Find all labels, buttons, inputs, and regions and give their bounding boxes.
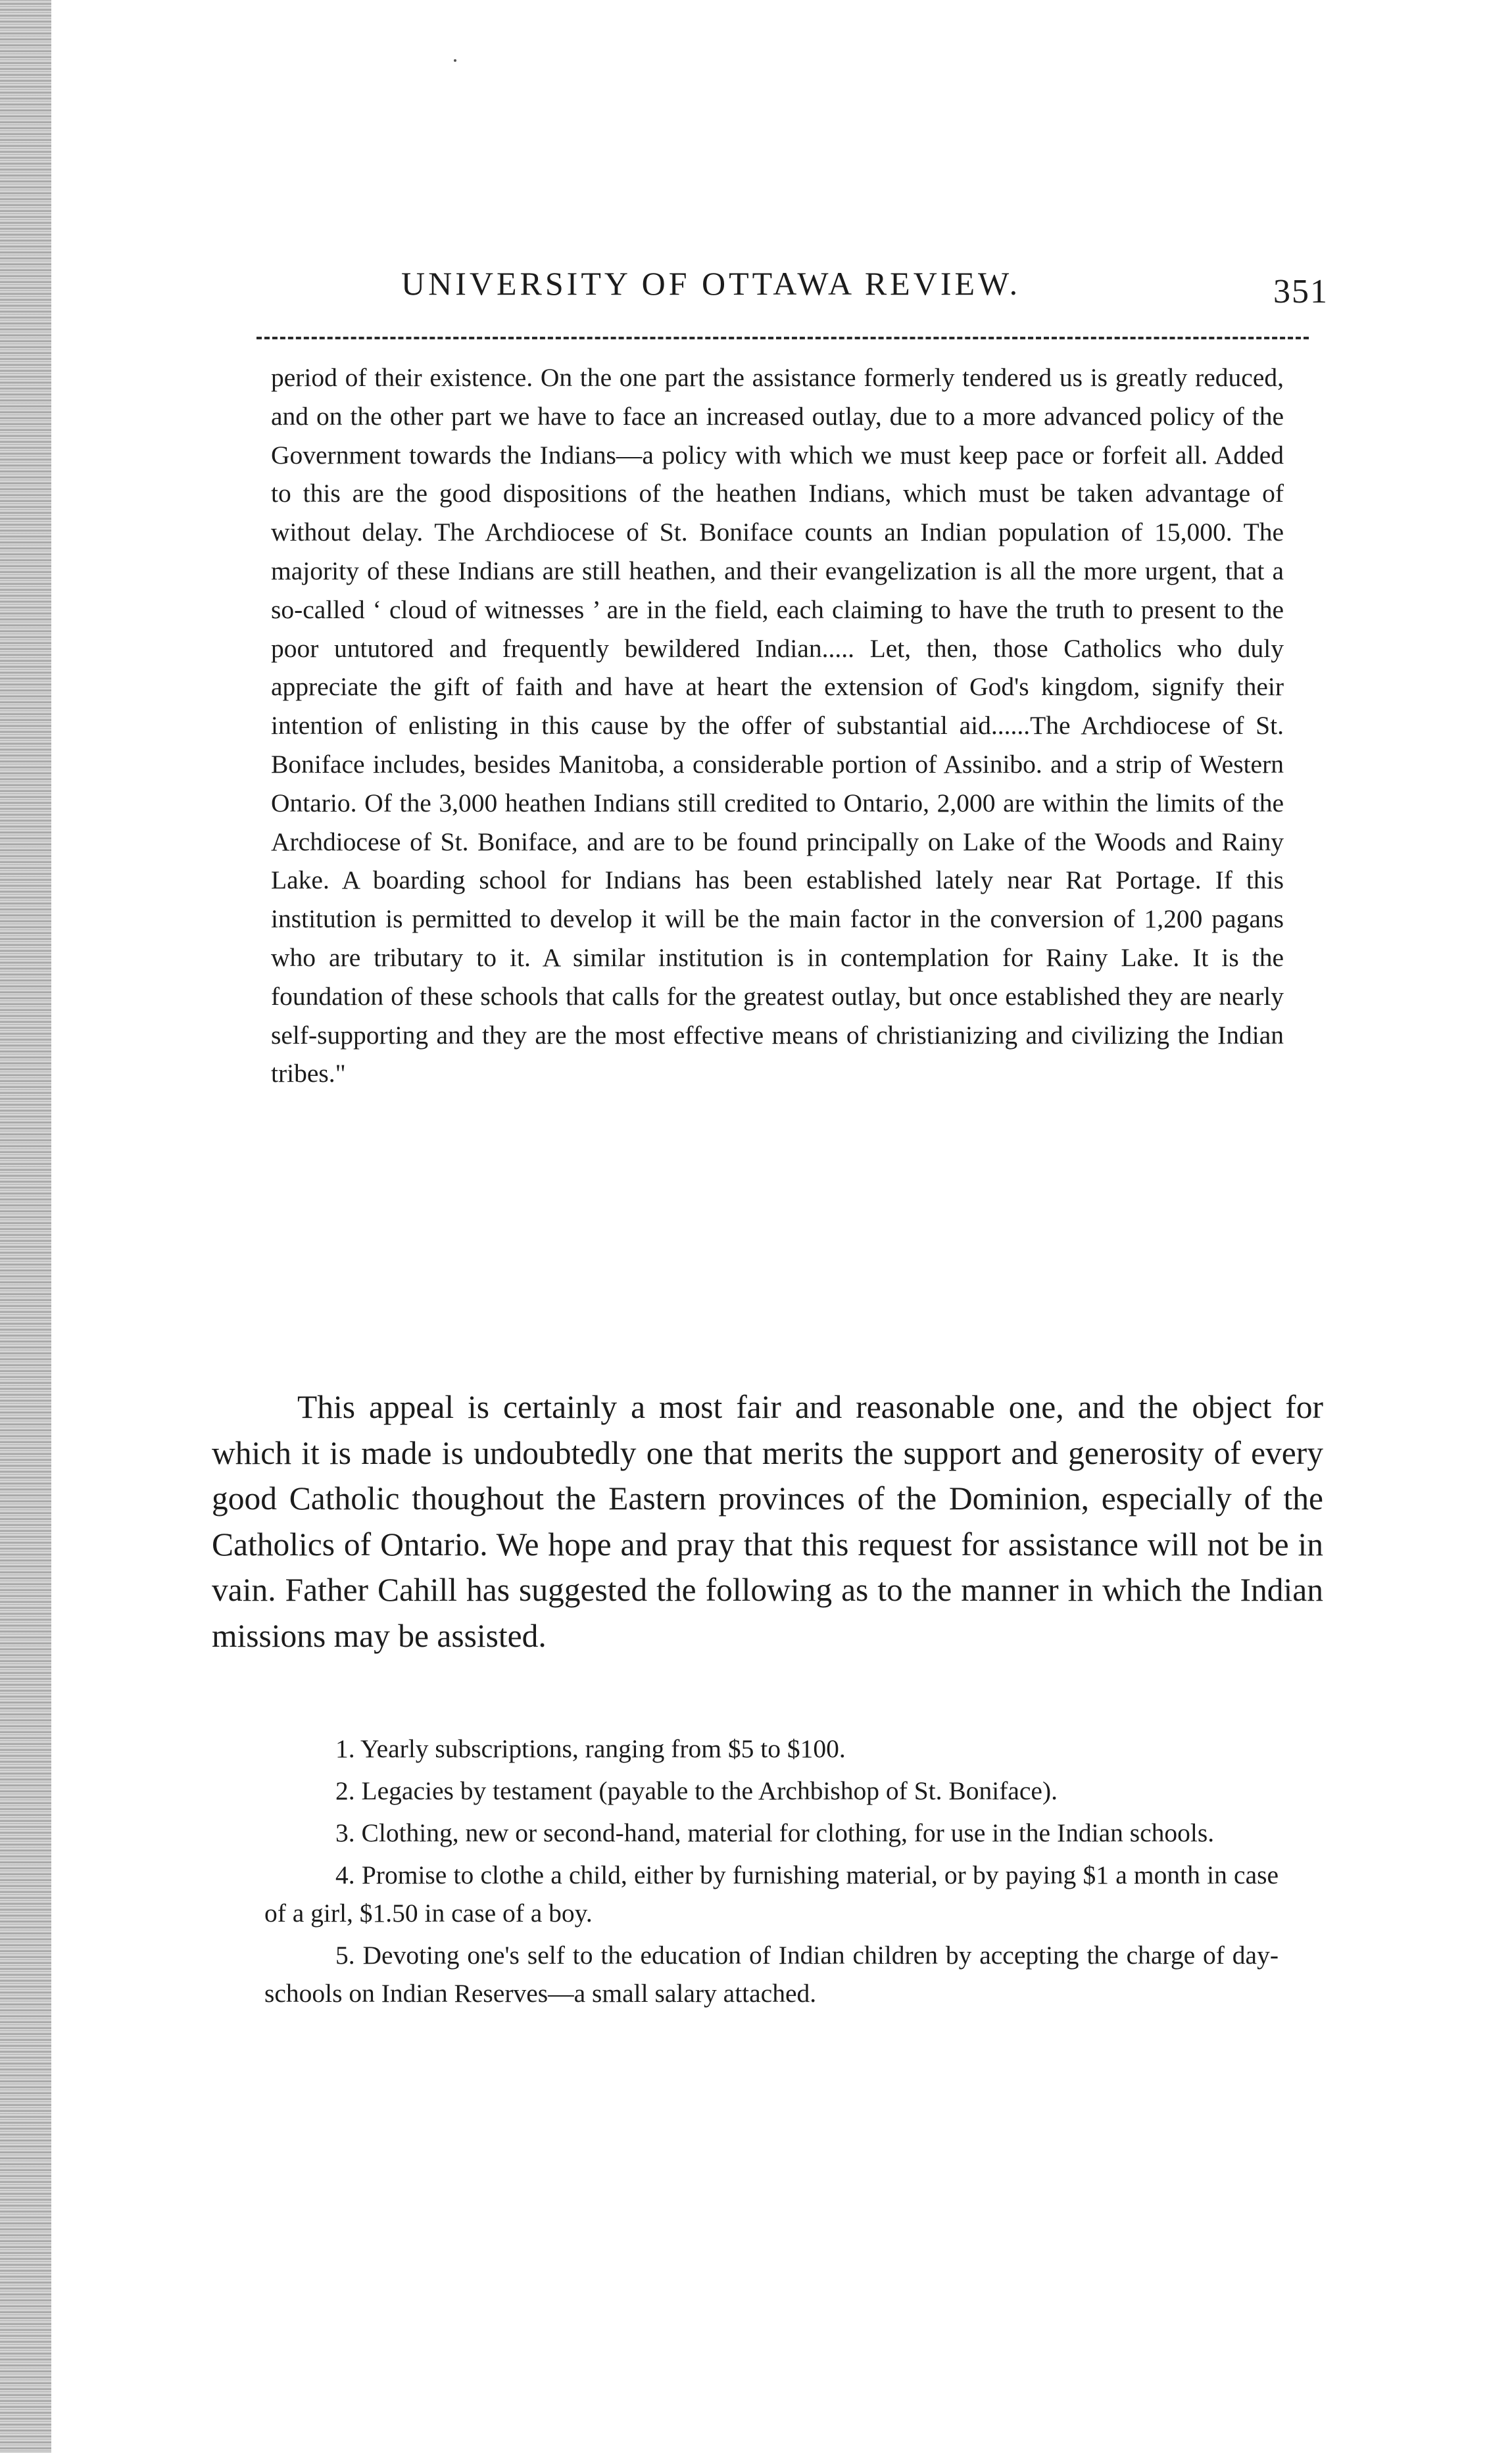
page-number: 351 (1273, 273, 1329, 310)
scan-speck (454, 59, 456, 62)
list-item-number: 2. (335, 1776, 355, 1805)
body-paragraph: This appeal is certainly a most fair and reasonable one, and the object for which it is made is undoubtedly one that merits the support and generosity of every good Catholic thoughout the Eastern provinces of the Dominion, especially of the Catholics of Ontario. We hope and pray that this request for assistance will not be in vain. Father Cahill has suggested the following as to the manner in which the Indian missions may be assisted. (212, 1389, 1323, 1654)
list-item (264, 1772, 1279, 1810)
page-header (263, 264, 1329, 324)
assistance-list (264, 1730, 1279, 2016)
list-item-number: 3. (335, 1818, 355, 1847)
list-item (264, 1936, 1279, 2012)
list-item-text: Clothing, new or second-hand, material for clothing, for use in the Indian schools. (361, 1818, 1215, 1847)
list-item (264, 1730, 1279, 1768)
running-title: UNIVERSITY OF OTTAWA REVIEW. (401, 265, 1021, 302)
list-item-text: Devoting one's self to the education of Indian children by accepting the charge of day-schools on Indian Reserves—a small salary attached. (264, 1941, 1279, 2008)
list-item (264, 1814, 1279, 1852)
page-binding-edge (0, 0, 51, 2453)
list-item (264, 1856, 1279, 1932)
list-item-text: Yearly subscriptions, ranging from $5 to $100. (360, 1734, 846, 1763)
quoted-letter-paragraph: period of their existence. On the one part the assistance formerly tendered us is greatly reduced, and on the other part we have to face an increased outlay, due to a more advanced policy of the Government towards the Indians—a policy with which we must keep pace or forfeit all. Added to this are the good dispositions of the heathen Indians, which must be taken advantage of without delay. The Archdiocese of St. Boniface counts an Indian population of 15,000. The majority of these Indians are still heathen, and their evangelization is all the more urgent, that a so-called ‘ cloud of witnesses ’ are in the field, each claiming to have the truth to present to the poor untutored and frequently bewildered Indian..... Let, then, those Catholics who duly appreciate the gift of faith and have at heart the extension of God's kingdom, signify their intention of enlisting in this cause by the offer of substantial aid......The Archdiocese of St. Boniface includes, besides Manitoba, a considerable portion of Assinibo. and a strip of Western Ontario. Of the 3,000 heathen Indians still credited to Ontario, 2,000 are within the limits of the Archdiocese of St. Boniface, and are to be found principally on Lake of the Woods and Rainy Lake. A boarding school for Indians has been established lately near Rat Portage. If this institution is permitted to develop it will be the main factor in the conversion of 1,200 pagans who are tributary to it. A similar institution is in contemplation for Rainy Lake. It is the foundation of these schools that calls for the greatest outlay, but once established they are nearly self-supporting and they are the most effective means of christianizing and civilizing the Indian tribes." (271, 363, 1284, 1088)
list-item-number: 5. (335, 1941, 355, 1970)
list-item-text: Promise to clothe a child, either by furnishing material, or by paying $1 a month in case of a girl, $1.50 in case of a boy. (264, 1860, 1279, 1928)
list-item-number: 4. (335, 1860, 355, 1889)
list-item-text: Legacies by testament (payable to the Archbishop of St. Boniface). (361, 1776, 1058, 1805)
list-item-number: 1. (335, 1734, 355, 1763)
header-rule (256, 337, 1309, 339)
